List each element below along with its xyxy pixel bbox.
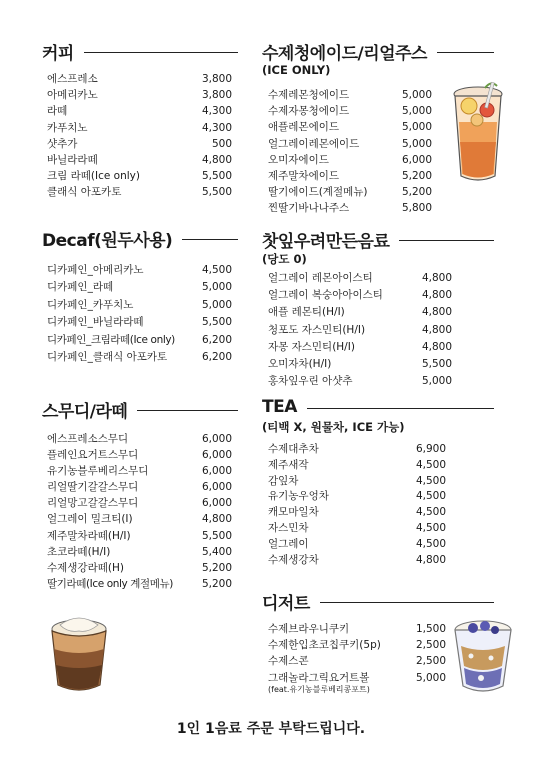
- dessert-note: (feat.유기농블루베리콩포트): [268, 684, 370, 694]
- decaf-title: Decaf(원두사용): [42, 230, 173, 251]
- menu-item: 디카페인_아메리카노 4,500: [47, 264, 232, 276]
- dessert-header: [262, 590, 494, 612]
- menu-item: 에스프레소 3,800: [47, 73, 232, 85]
- menu-item: 딸기에이드(계절메뉴) 5,200: [268, 186, 432, 199]
- menu-item: 수제한입초코칩쿠키(5p) 2,500: [268, 639, 446, 652]
- menu-item: 바닐라라떼 4,800: [47, 153, 232, 166]
- menu-item: 디카페인_라떼 5,000: [47, 281, 232, 294]
- menu-item: 샷추가 500: [47, 137, 232, 150]
- tea-drinks-section: [262, 228, 494, 390]
- tea-title: TEA: [262, 397, 297, 417]
- menu-item: 수제생강라떼(H) 5,200: [47, 561, 232, 574]
- menu-item: 수제대추차 6,900: [268, 443, 446, 455]
- ade-title: 수제청에이드/리얼주스: [262, 43, 427, 64]
- section-divider: [437, 52, 494, 53]
- smoothie-section: [42, 398, 238, 592]
- section-divider: [320, 602, 494, 603]
- menu-item: 수제자몽청에이드 5,000: [268, 105, 432, 118]
- menu-item: 수제스콘 2,500: [268, 655, 446, 668]
- smoothie-title: 스무디/라떼: [42, 401, 128, 422]
- menu-item: 라떼 4,300: [47, 105, 232, 118]
- menu-item: 얼그레이 복숭아아이스티 4,800: [268, 289, 452, 302]
- section-divider: [307, 408, 494, 409]
- menu-item: 찐딸기바나나주스 5,800: [268, 202, 432, 215]
- menu-item: 얼그레이 4,500: [268, 537, 446, 550]
- menu-item: 리얼망고갈갈스무디 6,000: [47, 497, 232, 510]
- decaf-section: [42, 227, 238, 366]
- menu-item: 그래놀라그릭요거트볼 5,000: [268, 671, 446, 684]
- granola-bowl-illustration: [451, 616, 515, 696]
- tea-subtitle: (티백 X, 원물차, ICE 가능): [262, 420, 405, 434]
- menu-item: 캐모마일차 4,500: [268, 506, 446, 519]
- dessert-items: [262, 621, 446, 695]
- menu-item: 오미자차(H/I) 5,500: [268, 357, 452, 370]
- ade-subtitle: (ICE ONLY): [262, 63, 331, 77]
- smoothie-items: [42, 431, 238, 592]
- tea-drinks-header: [262, 228, 494, 250]
- dessert-title: 디저트: [262, 593, 310, 614]
- menu-item: 자스민차 4,500: [268, 521, 446, 534]
- menu-item: 애플레몬에이드 5,000: [268, 121, 432, 134]
- menu-item: 얼그레이 레몬아이스티 4,800: [268, 272, 452, 284]
- affogato-illustration: [44, 615, 114, 695]
- menu-item: 홍차잎우린 아샷추 5,000: [268, 375, 452, 388]
- menu-item: 청포도 자스민티(H/I) 4,800: [268, 323, 452, 336]
- menu-item: 디카페인_바닐라라떼 5,500: [47, 316, 232, 329]
- tea-section: [262, 396, 494, 568]
- tea-drinks-subtitle: (당도 0): [262, 252, 307, 266]
- decaf-header: [42, 227, 238, 249]
- tea-drinks-title: 찻잎우려만든음료: [262, 231, 390, 252]
- order-notice: 1인 1음료 주문 부탁드립니다.: [176, 721, 366, 737]
- section-divider: [399, 240, 494, 241]
- iced-ade-illustration: [447, 80, 509, 186]
- menu-item: 클래식 아포카토 5,500: [47, 186, 232, 199]
- ade-items: [262, 87, 432, 217]
- menu-item: 초코라떼(H/I) 5,400: [47, 545, 232, 558]
- coffee-title: 커피: [42, 43, 74, 64]
- section-divider: [137, 410, 238, 411]
- smoothie-header: [42, 398, 238, 420]
- tea-header: [262, 396, 494, 418]
- menu-item: 자몽 자스민티(H/I) 4,800: [268, 340, 452, 353]
- menu-item: 수제브라우니쿠키 1,500: [268, 623, 446, 635]
- menu-item: 제주말차라떼(H/I) 5,500: [47, 529, 232, 542]
- menu-item: 제주새작 4,500: [268, 458, 446, 471]
- menu-item: 제주말차에이드 5,200: [268, 169, 432, 182]
- menu-item: 수제레몬청에이드 5,000: [268, 89, 432, 101]
- menu-item: 오미자에이드 6,000: [268, 153, 432, 166]
- tea-drinks-items: [262, 270, 452, 390]
- menu-item: 에스프레소스무디 6,000: [47, 433, 232, 445]
- section-divider: [84, 52, 238, 53]
- coffee-items: [42, 71, 238, 201]
- menu-item: 감잎차 4,500: [268, 474, 446, 487]
- menu-item: 딸기라떼(Ice only 계절메뉴) 5,200: [47, 577, 232, 590]
- coffee-section: [42, 40, 238, 201]
- menu-item: 디카페인_크림라떼(Ice only) 6,200: [47, 333, 232, 346]
- menu-item: 유기농우엉차 4,500: [268, 490, 446, 503]
- menu-item: 애플 레몬티(H/I) 4,800: [268, 306, 452, 319]
- menu-item: 얼그레이 밀크티(I) 4,800: [47, 513, 232, 526]
- coffee-header: [42, 40, 238, 62]
- tea-items: [262, 442, 446, 568]
- menu-item: 아메리카노 3,800: [47, 89, 232, 102]
- menu-item: 얼그레이레몬에이드 5,000: [268, 137, 432, 150]
- menu-item: 리얼딸기갈갈스무디 6,000: [47, 481, 232, 494]
- ade-header: [262, 40, 494, 62]
- menu-item: 수제생강차 4,800: [268, 553, 446, 566]
- menu-item: 디카페인_클래식 아포카토 6,200: [47, 350, 232, 363]
- menu-item: 카푸치노 4,300: [47, 121, 232, 134]
- decaf-items: [42, 262, 238, 366]
- menu-item: 크림 라떼(Ice only) 5,500: [47, 170, 232, 183]
- menu-item: 플레인요거트스무디 6,000: [47, 449, 232, 462]
- menu-item: 유기농블루베리스무디 6,000: [47, 465, 232, 478]
- section-divider: [182, 239, 238, 240]
- menu-item: 디카페인_카푸치노 5,000: [47, 298, 232, 311]
